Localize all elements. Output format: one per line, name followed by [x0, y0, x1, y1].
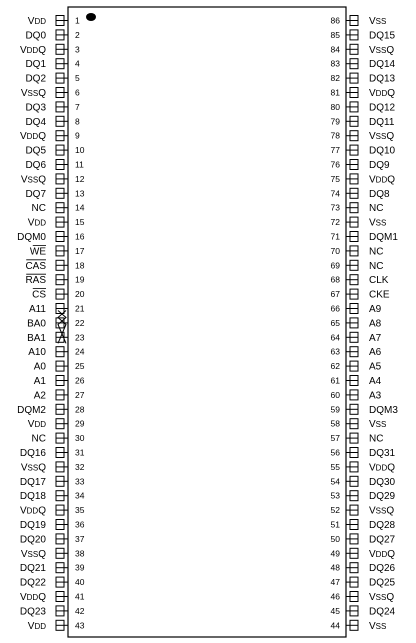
pin-name-label: VSSQ	[369, 131, 395, 143]
pin-number-label: 60	[330, 389, 340, 400]
left-pin-20	[32, 289, 85, 301]
pin-number-label: 66	[330, 303, 340, 314]
left-pin-7	[25, 102, 80, 114]
right-pin-80	[331, 102, 396, 114]
pin-name-label: CKE	[369, 289, 390, 301]
right-pin-62	[331, 361, 382, 373]
pin-number-label: 36	[75, 519, 85, 530]
left-pin-32	[21, 462, 85, 474]
left-pin-39	[20, 563, 85, 575]
pin-name-label: VSSQ	[20, 548, 46, 560]
left-pin-38	[21, 548, 85, 560]
right-pin-44	[331, 620, 387, 632]
pin-number-label: 69	[330, 260, 340, 271]
pin-name-label: VSS	[369, 419, 387, 431]
pin-name-label: VDDQ	[19, 131, 46, 143]
pin-number-label: 34	[75, 490, 85, 501]
pin-name-label: VDDQ	[369, 548, 396, 560]
pin-number-label: 31	[75, 447, 85, 458]
pin-name-label: VDD	[27, 620, 46, 632]
right-pin-66	[331, 304, 382, 316]
right-pin-75	[331, 174, 396, 186]
right-pin-51	[331, 520, 396, 532]
pin-number-label: 75	[330, 173, 340, 184]
left-pin-4	[25, 59, 80, 71]
right-pin-60	[331, 390, 382, 402]
pin-name-label: NC	[369, 433, 384, 445]
pin-number-label: 53	[330, 490, 340, 501]
left-pin-13	[25, 188, 84, 200]
pin-number-label: 41	[75, 591, 85, 602]
left-pin-36	[20, 520, 85, 532]
right-pin-83	[331, 59, 396, 71]
pin-number-label: 81	[330, 87, 340, 98]
pin1-indicator-dot	[86, 13, 96, 21]
pin-number-label: 52	[330, 505, 340, 516]
right-pin-58	[331, 419, 387, 431]
pin-number-label: 55	[330, 461, 340, 472]
left-pin-5	[25, 73, 80, 85]
left-pin-17	[30, 245, 85, 257]
pin-number-label: 12	[75, 173, 85, 184]
pin-number-label: 14	[75, 202, 85, 213]
pin-name-label: VSS	[369, 217, 387, 229]
pin-number-label: 22	[75, 317, 85, 328]
pin-name-label: DQ13	[369, 73, 396, 85]
pin-name-label: A2	[33, 390, 46, 402]
pin-name-label: NC	[31, 203, 46, 215]
left-pin-1	[28, 16, 80, 28]
pin-number-label: 86	[330, 15, 340, 26]
pin-name-label: A3	[369, 390, 382, 402]
pin-name-label: DQ24	[369, 606, 396, 618]
pin-name-label: DQ3	[25, 102, 46, 114]
pin-number-label: 50	[330, 533, 340, 544]
left-pin-12	[21, 174, 85, 186]
pin-name-label: DQ5	[25, 145, 46, 157]
pin-name-label: DQ18	[19, 491, 46, 503]
pin-number-label: 9	[75, 130, 80, 141]
pin-number-label: 27	[75, 389, 85, 400]
left-pin-column	[17, 16, 85, 632]
left-pin-35	[20, 505, 85, 517]
pin-name-label: CLK	[369, 275, 389, 287]
pin-name-label: DQ0	[25, 30, 46, 42]
pin-number-label: 54	[330, 476, 340, 487]
left-pin-33	[20, 476, 85, 488]
pin-name-label: DQ19	[19, 520, 46, 531]
pin-number-label: 61	[330, 375, 340, 386]
pin-number-label: 71	[330, 231, 340, 242]
left-pin-27	[34, 390, 85, 402]
pin-name-label: A0	[33, 361, 46, 373]
pin-number-label: 44	[330, 620, 340, 631]
right-pin-84	[331, 44, 395, 56]
pin-number-label: 76	[330, 159, 340, 170]
left-pin-42	[20, 606, 85, 618]
pin-number-label: 64	[330, 332, 340, 343]
pin-name-label: VDD	[27, 419, 46, 431]
left-pin-14	[32, 203, 85, 215]
pin-number-label: 70	[330, 245, 340, 256]
left-pin-31	[20, 448, 85, 460]
right-pin-59	[331, 404, 399, 416]
pin-name-label: BA0	[27, 318, 46, 330]
pin-number-label: 77	[330, 145, 340, 156]
pin-name-label: DQ8	[369, 188, 390, 200]
pin-number-label: 23	[75, 332, 85, 343]
pin-name-label: BA1	[27, 332, 46, 344]
pin-number-label: 29	[75, 418, 85, 429]
pin-name-label: CAS	[25, 260, 46, 272]
pin-number-label: 5	[75, 73, 80, 84]
pin-number-label: 84	[330, 44, 340, 55]
left-pin-22	[27, 318, 85, 330]
pin-number-label: 74	[330, 188, 340, 199]
pin-name-label: DQ30	[369, 476, 396, 488]
pin-name-label: DQ4	[25, 116, 46, 128]
right-pin-53	[331, 491, 396, 503]
right-pin-71	[331, 232, 399, 244]
left-pin-11	[25, 160, 84, 172]
pin-name-label: DQ11	[369, 116, 395, 128]
pin-name-label: WE	[29, 246, 46, 258]
left-pin-2	[25, 30, 80, 42]
pin-number-label: 40	[75, 577, 85, 588]
pin-number-label: 4	[75, 58, 80, 69]
pin-name-label: DQM2	[17, 404, 46, 416]
pin-name-label: VDD	[27, 16, 46, 27]
left-pin-23	[27, 332, 85, 344]
right-pin-56	[331, 448, 396, 460]
pin-number-label: 20	[75, 289, 85, 300]
left-pin-28	[17, 404, 85, 416]
right-pin-63	[331, 347, 382, 359]
pin-number-label: 85	[330, 29, 340, 40]
pin-number-label: 26	[75, 375, 85, 386]
pin-number-label: 38	[75, 548, 85, 559]
pin-name-label: A10	[28, 347, 46, 359]
pin-name-label: A9	[369, 304, 382, 315]
pin-name-label: VDDQ	[19, 592, 46, 603]
pin-number-label: 32	[75, 461, 85, 472]
left-pin-18	[25, 260, 84, 272]
pin-name-label: DQ12	[369, 102, 396, 114]
pin-number-label: 58	[330, 418, 340, 429]
pin-number-label: 19	[75, 274, 85, 285]
pin-name-label: VSSQ	[369, 592, 395, 603]
pin-number-label: 65	[330, 317, 340, 328]
pin-name-label: VDDQ	[369, 462, 396, 474]
pin-name-label: VSSQ	[20, 462, 46, 474]
right-pin-68	[331, 275, 389, 287]
pin-name-label: A1	[33, 376, 46, 387]
pin-name-label: DQ10	[369, 145, 396, 157]
right-pin-57	[331, 433, 384, 445]
left-pin-37	[20, 534, 85, 546]
left-pin-34	[20, 491, 85, 503]
right-pin-76	[331, 160, 390, 172]
pin-name-label: DQ23	[19, 606, 46, 618]
pin-name-label: A6	[369, 347, 382, 359]
pin-number-label: 15	[75, 217, 85, 228]
right-pin-64	[331, 332, 382, 344]
pin-name-label: DQM3	[369, 404, 398, 416]
right-pin-61	[331, 376, 382, 388]
pin-name-label: DQ20	[19, 534, 46, 546]
right-pin-77	[331, 145, 396, 157]
pin-number-label: 18	[75, 260, 85, 271]
pin-name-label: NC	[31, 433, 46, 445]
right-pin-86	[331, 16, 387, 28]
left-pin-16	[17, 232, 85, 244]
pin-number-label: 67	[330, 289, 340, 300]
pin-number-label: 11	[75, 159, 84, 170]
pin-number-label: 28	[75, 404, 85, 415]
pin-name-label: DQ17	[19, 476, 46, 488]
pin-name-label: VDDQ	[369, 174, 396, 186]
pin-number-label: 3	[75, 44, 80, 55]
pin-name-label: A11	[28, 304, 46, 315]
pin-name-label: NC	[369, 203, 384, 215]
pin-number-label: 51	[330, 519, 340, 530]
right-pin-45	[331, 606, 396, 618]
pin-number-label: 57	[330, 433, 340, 444]
pin-number-label: 17	[75, 245, 85, 256]
pin-number-label: 24	[75, 346, 85, 357]
left-pin-41	[20, 592, 85, 604]
pin-name-label: VSSQ	[20, 174, 46, 186]
pin-number-label: 59	[330, 404, 340, 415]
right-pin-65	[331, 318, 382, 330]
pin-name-label: VDDQ	[19, 44, 46, 56]
pin-name-label: DQ14	[369, 59, 396, 71]
chip-body	[68, 7, 346, 637]
pin-number-label: 82	[330, 73, 340, 84]
right-pin-49	[331, 548, 396, 560]
left-pin-6	[21, 88, 80, 100]
pin-number-label: 16	[75, 231, 85, 242]
pin-name-label: DQ26	[369, 563, 396, 575]
pin-number-label: 25	[75, 361, 85, 372]
pin-number-label: 63	[330, 346, 340, 357]
left-pin-25	[34, 361, 85, 373]
right-pin-85	[331, 30, 396, 42]
pin-name-label: DQ25	[369, 577, 396, 589]
pin-number-label: 78	[330, 130, 340, 141]
pin-number-label: 62	[330, 361, 340, 372]
left-pin-43	[28, 620, 85, 632]
right-pin-50	[331, 534, 396, 546]
pin-number-label: 21	[75, 303, 85, 314]
left-pin-24	[28, 347, 85, 359]
right-pin-47	[331, 577, 396, 589]
left-pin-29	[28, 419, 85, 431]
pin-name-label: A8	[369, 318, 382, 330]
right-pin-column	[331, 16, 399, 632]
pin-name-label: RAS	[25, 275, 46, 287]
pin-number-label: 42	[75, 605, 85, 616]
pin-number-label: 43	[75, 620, 85, 631]
pin-name-label: DQ1	[25, 59, 46, 71]
pin-name-label: NC	[369, 246, 384, 258]
pin-name-label: VSSQ	[20, 88, 46, 99]
pin-name-label: DQ31	[369, 448, 396, 459]
right-pin-52	[331, 505, 395, 517]
right-pin-82	[331, 73, 396, 85]
pin-number-label: 72	[330, 217, 340, 228]
pin-number-label: 10	[75, 145, 85, 156]
pin-name-label: VSS	[369, 16, 387, 27]
right-pin-79	[331, 116, 395, 128]
pin-number-label: 1	[75, 15, 80, 26]
pin-number-label: 80	[330, 101, 340, 112]
right-pin-55	[331, 462, 396, 474]
pin-name-label: VSSQ	[369, 505, 395, 517]
right-pin-48	[331, 563, 396, 575]
pin-number-label: 46	[330, 591, 340, 602]
pin-name-label: DQ6	[25, 160, 46, 171]
pin-number-label: 68	[330, 274, 340, 285]
pin-number-label: 73	[330, 202, 340, 213]
pin-name-label: DQ9	[369, 160, 390, 171]
pin-number-label: 2	[75, 29, 80, 40]
pin-name-label: DQ16	[19, 448, 46, 459]
pin-number-label: 35	[75, 505, 85, 516]
right-pin-46	[331, 592, 395, 604]
right-pin-78	[331, 131, 395, 143]
left-pin-19	[25, 274, 84, 286]
left-pin-8	[25, 116, 80, 128]
left-pin-21	[29, 304, 85, 316]
pin-number-label: 83	[330, 58, 340, 69]
left-pin-9	[20, 131, 80, 143]
pin-name-label: CS	[32, 289, 46, 301]
pin-name-label: A5	[369, 361, 382, 373]
right-pin-73	[331, 203, 384, 215]
pin-name-label: VDD	[27, 217, 46, 229]
pin-number-label: 30	[75, 433, 85, 444]
pin-number-label: 33	[75, 476, 85, 487]
pin-name-label: DQ7	[25, 188, 46, 200]
pin-number-label: 79	[330, 116, 340, 127]
pin-name-label: A7	[369, 332, 382, 344]
left-pin-30	[32, 433, 85, 445]
pin-name-label: VSS	[369, 620, 387, 632]
pin-name-label: VDDQ	[369, 88, 396, 99]
pin-number-label: 6	[75, 87, 80, 98]
pin-name-label: VDDQ	[19, 505, 46, 517]
pin-name-label: VSSQ	[369, 44, 395, 56]
pin-number-label: 45	[330, 605, 340, 616]
pin-number-label: 13	[75, 188, 85, 199]
right-pin-54	[331, 476, 396, 488]
right-pin-81	[331, 88, 396, 100]
bank-address-crossover-mark	[58, 311, 66, 344]
pin-number-label: 39	[75, 562, 85, 573]
pin-name-label: DQM0	[17, 232, 46, 243]
pin-number-label: 7	[75, 101, 80, 112]
pin-number-label: 56	[330, 447, 340, 458]
pin-name-label: DQ21	[19, 563, 46, 575]
pin-name-label: DQ27	[369, 534, 396, 546]
pin-number-label: 47	[330, 577, 340, 588]
right-pin-74	[331, 188, 390, 200]
left-pin-40	[20, 577, 85, 589]
pin-number-label: 37	[75, 533, 85, 544]
right-pin-69	[331, 260, 384, 272]
left-pin-26	[34, 376, 85, 388]
pin-name-label: DQ15	[369, 30, 396, 42]
pin-number-label: 49	[330, 548, 340, 559]
pin-name-label: DQ2	[25, 73, 46, 85]
right-pin-70	[331, 246, 384, 258]
pin-name-label: DQ28	[369, 520, 396, 531]
left-pin-10	[25, 145, 84, 157]
right-pin-72	[331, 217, 387, 229]
pin-number-label: 48	[330, 562, 340, 573]
pin-name-label: A4	[369, 376, 382, 387]
pin-name-label: DQ22	[19, 577, 46, 589]
right-pin-67	[331, 289, 390, 301]
pin-number-label: 8	[75, 116, 80, 127]
pin-name-label: DQM1	[369, 232, 398, 243]
left-pin-15	[28, 217, 85, 229]
pin-name-label: DQ29	[369, 491, 396, 503]
pin-name-label: NC	[369, 260, 384, 272]
left-pin-3	[20, 44, 80, 56]
